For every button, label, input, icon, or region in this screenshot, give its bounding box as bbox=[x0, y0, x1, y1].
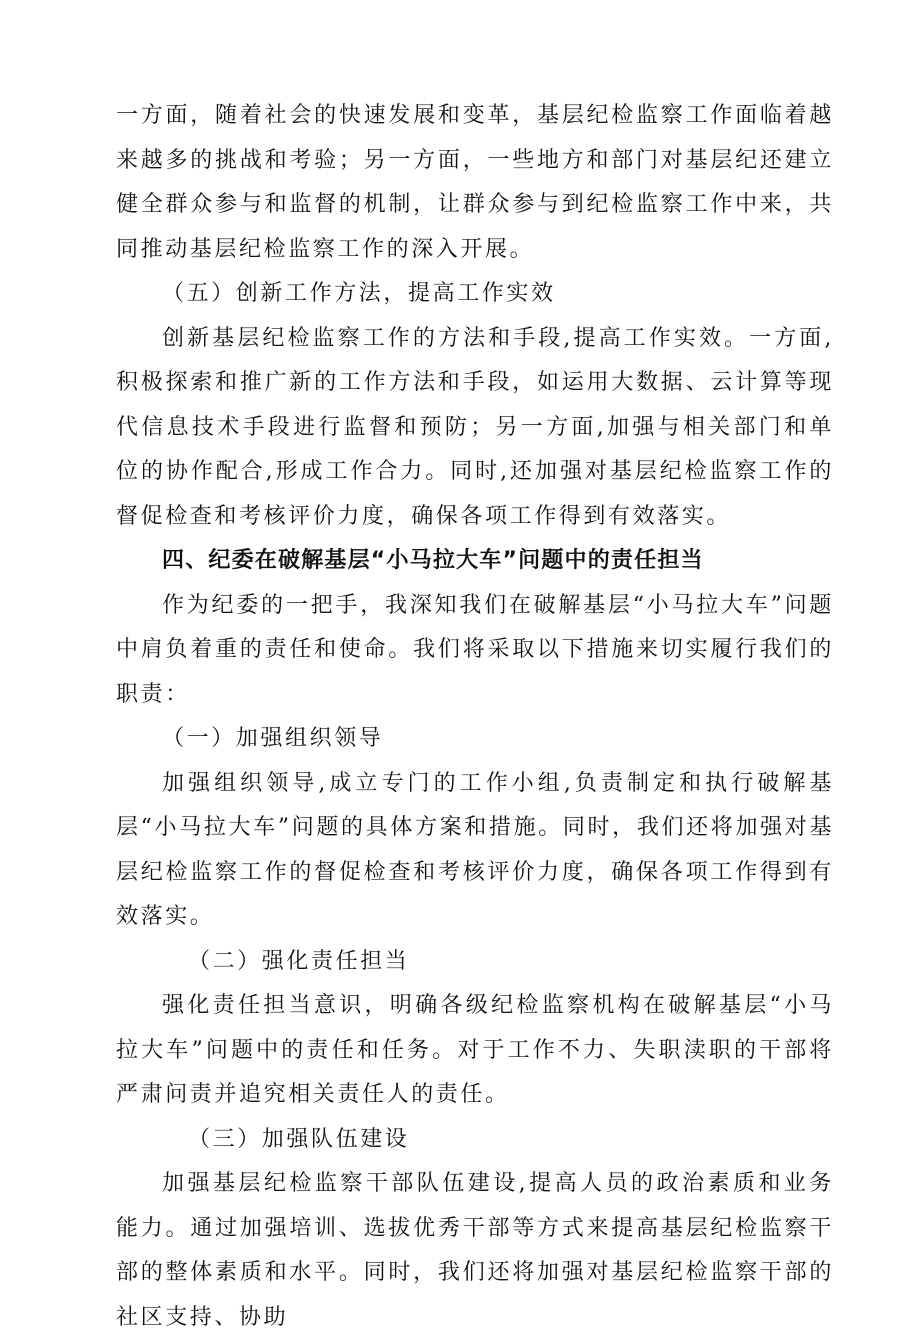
document-body bbox=[116, 94, 834, 1340]
paragraph-responsibility-intro: 作为纪委的一把手，我深知我们在破解基层“小马拉大车”问题中肩负着重的责任和使命。我们将采取以下措施来切实履行我们的职责： bbox=[116, 592, 834, 707]
paragraph-team-building: 加强基层纪检监察干部队伍建设,提高人员的政治素质和业务能力。通过加强培训、选拔优秀干部等方式来提高基层纪检监察干部的整体素质和水平。同时，我们还将加强对基层纪检监察干部的社区支持、协助 bbox=[116, 1171, 834, 1330]
paragraph-intro: 一方面，随着社会的快速发展和变革，基层纪检监察工作面临着越来越多的挑战和考验；另一方面，一些地方和部门对基层纪还建立健全群众参与和监督的机制，让群众参与到纪检监察工作中来，共同推动基层纪检监察工作的深入开展。 bbox=[116, 103, 834, 262]
paragraph-accountability: 强化责任担当意识，明确各级纪检监察机构在破解基层“小马拉大车”问题中的责任和任务。对于工作不力、失职渎职的干部将严肃问责并追究相关责任人的责任。 bbox=[116, 993, 834, 1107]
section-heading-responsibility: 四、纪委在破解基层“小马拉大车”问题中的责任担当 bbox=[162, 548, 704, 573]
paragraph-innovate-methods: 创新基层纪检监察工作的方法和手段,提高工作实效。一方面,积极探索和推广新的工作方法和手段，如运用大数据、云计算等现代信息技术手段进行监督和预防；另一方面,加强与相关部门和单位的协作配合,形成工作合力。同时,还加强对基层纪检监察工作的督促检查和考核评价力度，确保各项工作得到有效落实。 bbox=[116, 325, 834, 529]
subheading-team-building: （三）加强队伍建设 bbox=[188, 1126, 410, 1152]
subheading-accountability: （二）强化责任担当 bbox=[188, 948, 410, 974]
subheading-organization: （一）加强组织领导 bbox=[162, 726, 384, 751]
paragraph-organization: 加强组织领导,成立专门的工作小组,负责制定和执行破解基层“小马拉大车”问题的具体方案和措施。同时，我们还将加强对基层纪检监察工作的督促检查和考核评价力度，确保各项工作得到有效落实。 bbox=[116, 770, 834, 929]
subheading-innovate-methods: （五）创新工作方法，提高工作实效 bbox=[162, 281, 556, 306]
